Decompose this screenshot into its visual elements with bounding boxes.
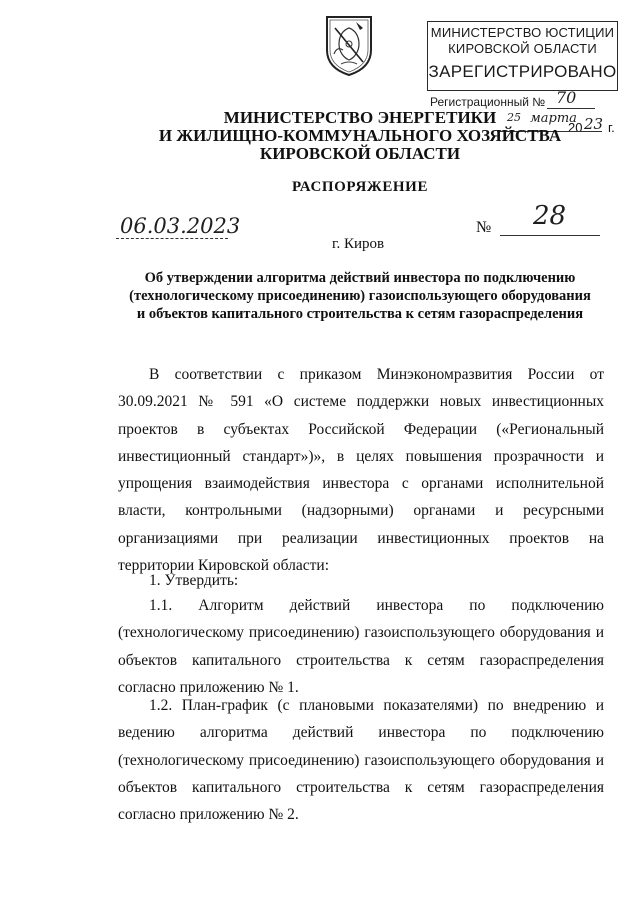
- ministry-name-line-3: КИРОВСКОЙ ОБЛАСТИ: [259, 144, 461, 163]
- ministry-name-line-1: МИНИСТЕРСТВО ЭНЕРГЕТИКИ: [223, 108, 497, 127]
- item-1-2-schedule: 1.2. План-график (с плановыми показателями) по внедрению и ведению алгоритма действий инвестора по подключению (технологическому присоединению) газоиспользующего оборудования и объектов капитального строительства к сетям газораспределения согласно приложению № 2.: [118, 697, 604, 824]
- order-subject: [104, 269, 616, 323]
- item-1-1-algorithm: 1.1. Алгоритм действий инвестора по подключению (технологическому присоединению) газоиспользующего оборудования и объектов капитального строительства к сетям газораспределения согласно приложению № 1.: [118, 597, 604, 696]
- registration-year-handwritten: 23: [584, 115, 604, 133]
- order-number-sign: №: [476, 219, 492, 236]
- item-1-approve: 1. Утвердить:: [149, 572, 239, 589]
- ministry-name-line-2: И ЖИЛИЩНО-КОММУНАЛЬНОГО ХОЗЯЙСТВА: [158, 126, 562, 145]
- registration-number-label: Регистрационный №: [430, 95, 546, 109]
- stamp-status: ЗАРЕГИСТРИРОВАНО: [428, 62, 617, 81]
- preamble-paragraph: В соответствии с приказом Минэкономразвития России от 30.09.2021 № 591 «О системе поддержки новых инвестиционных проектов в субъектах Российской Федерации («Региональный инвестиционный стандарт»)», в целях повышения прозрачности и упрощения взаимодействия инвестора с органами исполнительной власти, контрольными (надзорными) органами и ресурсными организациями при реализации инвестиционных проектов на территории Кировской области:: [118, 366, 604, 575]
- registration-year-prefix: 20: [568, 120, 583, 135]
- subject-line-3: и объектов капитального строительства к сетям газораспределения: [136, 306, 584, 322]
- registration-number-handwritten: 70: [556, 88, 577, 107]
- order-number-line: [500, 235, 600, 236]
- order-number-handwritten: 28: [533, 201, 567, 231]
- order-date-line: [116, 238, 228, 239]
- document-type-title: РАСПОРЯЖЕНИЕ: [291, 179, 429, 195]
- subject-line-2: (технологическому присоединению) газоиспользующего оборудования: [129, 288, 591, 304]
- subject-line-1: Об утверждении алгоритма действий инвестора по подключению: [144, 270, 576, 286]
- place-of-issue: г. Киров: [332, 236, 385, 252]
- order-date-handwritten: 06.03.2023: [120, 214, 241, 238]
- stamp-line-region: КИРОВСКОЙ ОБЛАСТИ: [448, 41, 597, 56]
- coat-of-arms-emblem: [323, 14, 375, 78]
- stamp-line-ministry: МИНИСТЕРСТВО ЮСТИЦИИ: [430, 25, 615, 40]
- registration-stamp: [427, 21, 618, 91]
- registration-month-handwritten: марта: [530, 111, 577, 126]
- registration-day-handwritten: 25: [507, 111, 521, 124]
- registration-year-suffix: г.: [608, 120, 615, 135]
